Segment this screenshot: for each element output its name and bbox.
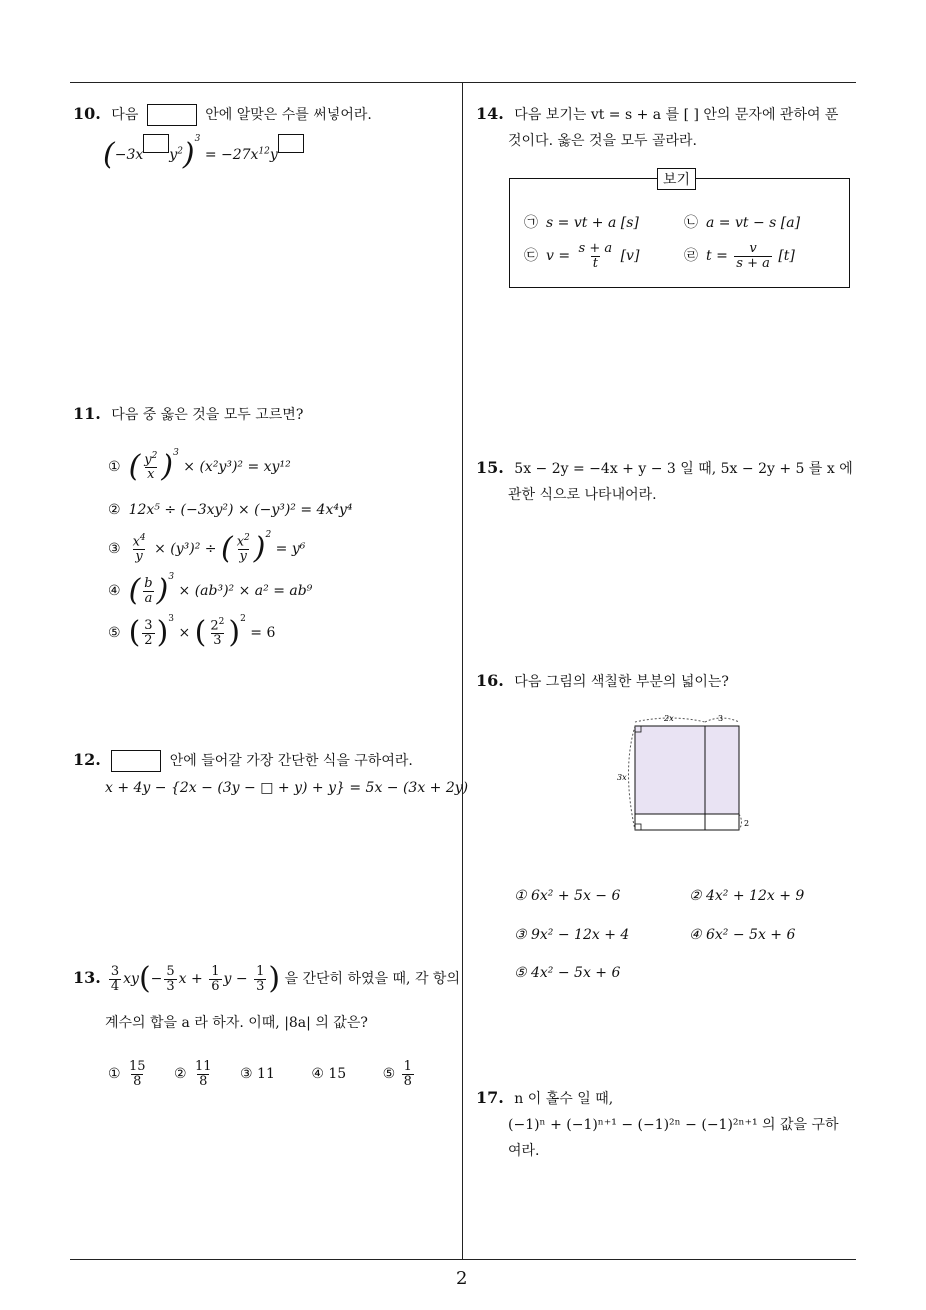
q14-a4-pre: t = [706, 248, 728, 265]
q16-figure [610, 708, 755, 838]
q11-mark-5: ⑤ [108, 625, 121, 641]
q14-a3-post: [v] [620, 248, 640, 265]
q16-label-2: 2 [744, 819, 750, 828]
q15-number: 15. [476, 458, 504, 477]
q16-label-2x: 2x [664, 714, 674, 723]
top-rule [70, 82, 856, 83]
q11-mark-1: ① [108, 459, 121, 475]
q14-bogi-title: 보기 [657, 168, 696, 190]
q14-a2: a = vt − s [a] [706, 215, 801, 231]
q13-expr-mid: xy [123, 971, 139, 987]
q14-choice-3[interactable]: ㉢ v = $\frac{s + a}{t}$ [v] [524, 241, 640, 271]
q17-text-a: n 이 홀수 일 때, [514, 1091, 614, 1107]
q16-shaded-region [635, 726, 739, 814]
q13-opt3: 11 [257, 1066, 275, 1083]
q14-mark-4: ㉣ [684, 248, 698, 265]
q11-option-5[interactable]: ⑤ ( $\frac{3}{2}$ )$^3$ × ( $\frac{2^2}{3}$ )$^2$ = 6 [108, 614, 276, 650]
q13-text-a: 을 간단히 하였을 때, 각 항의 [284, 971, 460, 987]
q14-a4-post: [t] [778, 248, 795, 265]
q14-text-a: 다음 보기는 vt = s + a 를 [ ] 안의 문자에 관하여 푼 [514, 107, 839, 123]
q14-mark-2: ㉡ [684, 215, 698, 231]
q10-expr-c-sup: 12 [258, 146, 270, 157]
q14-bogi-box [509, 178, 850, 288]
q10-box-exponent-x[interactable] [143, 134, 169, 153]
q14-choice-1[interactable] [524, 212, 639, 232]
q13-option-4[interactable] [311, 1066, 346, 1082]
q11-opt3-tail: = y⁶ [275, 541, 306, 557]
q14-a3-pre: v = [546, 248, 571, 265]
q12-text: 안에 들어갈 가장 간단한 식을 구하여라. [169, 753, 413, 769]
q16-text: 다음 그림의 색칠한 부분의 넓이는? [514, 674, 729, 690]
q10-expr-c: = −27x [204, 147, 259, 163]
q13-number: 13. [73, 968, 101, 987]
q13-mark-2: ② [174, 1066, 187, 1083]
page-number: 2 [456, 1268, 468, 1289]
q12-number: 12. [73, 750, 101, 769]
q14-number: 14. [476, 104, 504, 123]
q14-text-b: 것이다. 옳은 것을 모두 골라라. [508, 133, 697, 149]
q16-option-4[interactable]: ④ 6x² − 5x + 6 [689, 927, 796, 943]
q11-option-1[interactable]: ① ( $\frac{y^2}{x}$ )$^3$ × (x²y³)² = xy¹² [108, 448, 291, 484]
q17-text-b: (−1)ⁿ + (−1)ⁿ⁺¹ − (−1)²ⁿ − (−1)²ⁿ⁺¹ 의 값을 구하 [508, 1117, 839, 1133]
q10-number: 10. [73, 104, 101, 123]
q13-option-2[interactable]: ② $\frac{11}{8}$ [174, 1059, 212, 1089]
q11-option-3[interactable]: ③ $\frac{x^4}{y}$ × (y³)² ÷ ( $\frac{x^2}{y}$ )$^2$ = y⁶ [108, 530, 306, 566]
q13-option-3[interactable] [240, 1066, 275, 1082]
q11-option-4[interactable]: ④ ( $\frac{b}{a}$ )$^3$ × (ab³)² × a² = ab⁹ [108, 572, 313, 608]
q13-prompt: 13. $\frac{3}{4}$ xy(− $\frac{5}{3}$ x + $\frac{1}{6}$ y − $\frac{1}{3}$ ) 을 간단히 하였을 때, 각 항의 [73, 961, 460, 996]
q11-mark-4: ④ [108, 583, 121, 599]
q14-a1: s = vt + a [s] [546, 215, 639, 231]
q15-text-a: 5x − 2y = −4x + y − 3 일 때, 5x − 2y + 5 를 x 에 [514, 461, 853, 477]
q11-opt5-tail: = 6 [250, 625, 276, 641]
q16-number: 16. [476, 671, 504, 690]
q16-option-5[interactable]: ⑤ 4x² − 5x + 6 [514, 965, 621, 981]
q11-text: 다음 중 옳은 것을 모두 고르면? [111, 407, 304, 423]
q11-mark-2: ② [108, 502, 121, 518]
q14-mark-1: ㉠ [524, 215, 538, 231]
q13-mark-4: ④ [311, 1066, 324, 1083]
q13-options [108, 1060, 416, 1088]
q11-option-2[interactable] [108, 502, 352, 518]
q14-choice-4[interactable]: ㉣ t = $\frac{v}{s + a}$ [t] [684, 241, 795, 271]
q16-right-angle-bottom [635, 824, 641, 830]
q10-text-b: 안에 알맞은 수를 써넣어라. [205, 107, 372, 123]
q13-opt4: 15 [328, 1066, 347, 1083]
q11-mark-3: ③ [108, 541, 121, 557]
q10-expr-d: y [269, 147, 278, 163]
q15-text-b: 관한 식으로 나타내어라. [508, 487, 657, 503]
q16-label-3: 3 [718, 714, 724, 723]
q17-text-c: 여라. [508, 1143, 540, 1159]
q16-option-3[interactable]: ③ 9x² − 12x + 4 [514, 927, 630, 943]
q12-expression: x + 4y − {2x − (3y − □ + y) + y} = 5x − (3x + 2y) [105, 780, 469, 796]
q13-mark-3: ③ [240, 1066, 253, 1083]
q14-choice-2[interactable] [684, 212, 800, 232]
q12-prompt [73, 750, 413, 772]
q14-prompt [476, 104, 838, 124]
q16-label-3x: 3x [617, 773, 627, 782]
q16-brace-3x [629, 726, 636, 830]
q10-expr-a: −3x [114, 147, 144, 163]
q16-prompt [476, 671, 729, 691]
q13-mark-1: ① [108, 1066, 121, 1083]
q10-box-exponent-y[interactable] [278, 134, 304, 153]
q10-expr-b: y [169, 147, 178, 163]
q11-opt5-mid: × [178, 625, 191, 641]
q13-option-1[interactable]: ① $\frac{15}{8}$ [108, 1059, 146, 1089]
bottom-rule [70, 1259, 856, 1260]
q10-prompt [73, 104, 372, 126]
q11-opt2: 12x⁵ ÷ (−3xy²) × (−y³)² = 4x⁴y⁴ [128, 502, 353, 518]
q14-mark-3: ㉢ [524, 248, 538, 265]
q10-answer-box[interactable] [147, 104, 197, 126]
q11-opt3-mid: × (y³)² ÷ [154, 541, 217, 557]
q11-opt4-tail: × (ab³)² × a² = ab⁹ [178, 583, 313, 599]
q16-option-2[interactable]: ② 4x² + 12x + 9 [689, 888, 805, 904]
column-divider [462, 82, 463, 1260]
q13-text-b: 계수의 합을 a 라 하자. 이때, |8a| 의 값은? [105, 1015, 368, 1031]
q15-prompt [476, 458, 853, 478]
q13-mark-5: ⑤ [382, 1066, 396, 1083]
q17-prompt [476, 1088, 613, 1108]
q13-option-5[interactable]: ⑤ $\frac{1}{8}$ [382, 1059, 412, 1089]
q11-prompt [73, 404, 303, 424]
q10-text-a: 다음 [111, 107, 139, 123]
q11-number: 11. [73, 404, 101, 423]
q17-number: 17. [476, 1088, 504, 1107]
q16-option-1[interactable]: ① 6x² + 5x − 6 [514, 888, 621, 904]
q10-expression: (−3x $y^2)^3 = -27x^{12}y$ [103, 134, 304, 170]
q12-answer-box[interactable] [111, 750, 161, 772]
q11-opt1-tail: × (x²y³)² = xy¹² [183, 459, 291, 475]
